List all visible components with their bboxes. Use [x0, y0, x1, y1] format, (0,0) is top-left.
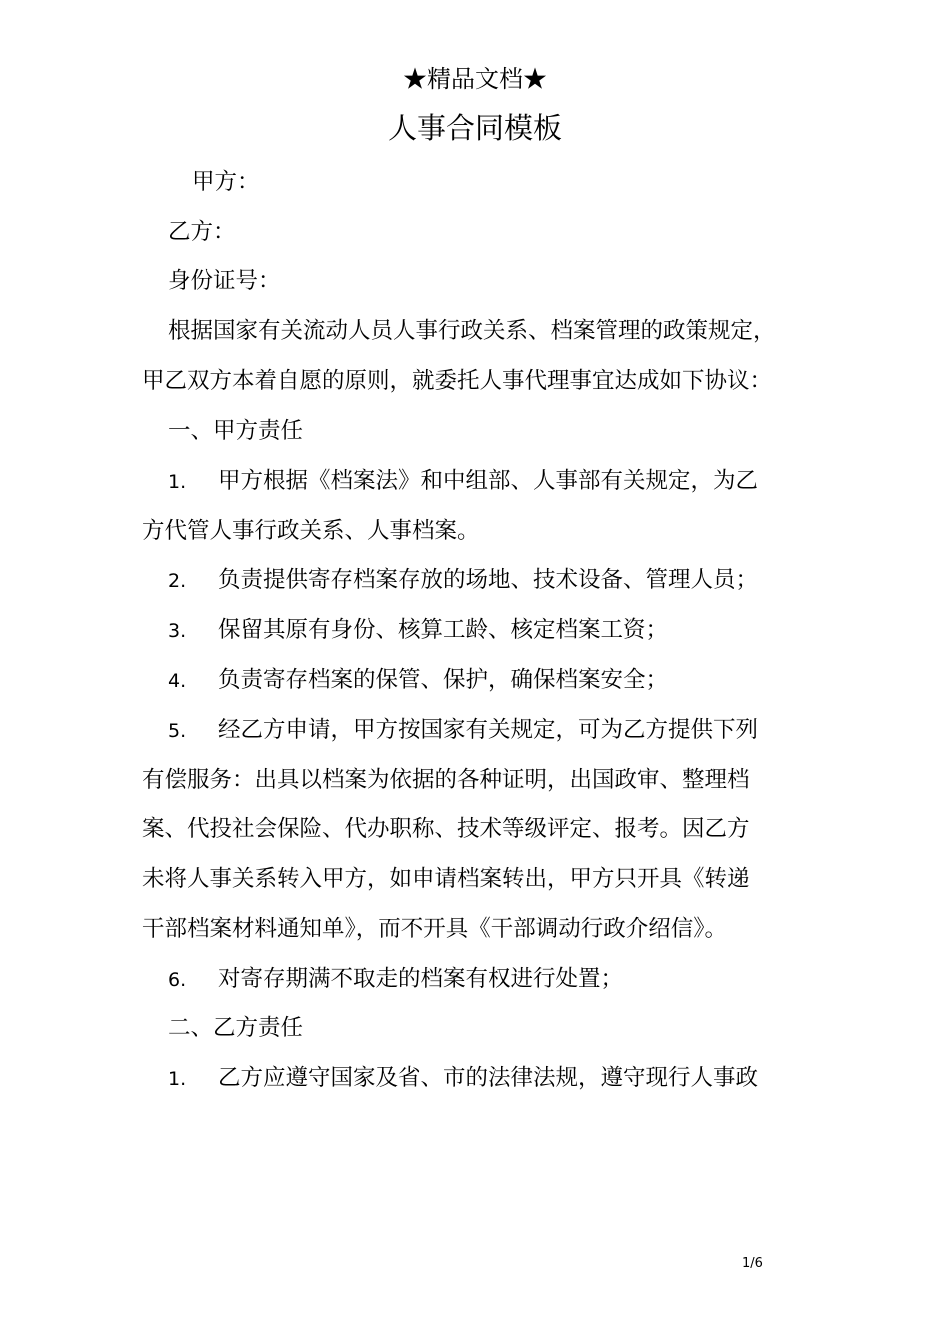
item-number: 5. — [168, 720, 187, 742]
intro-line-1: 根据国家有关流动人员人事行政关系、档案管理的政策规定， — [168, 318, 776, 344]
header-mark: ★精品文档★ — [403, 65, 547, 93]
item-number: 1. — [168, 471, 187, 493]
item-number: 6. — [168, 969, 187, 991]
item-text: 负责寄存档案的保管、保护，确保档案安全； — [218, 667, 669, 693]
item-number: 2. — [168, 570, 187, 592]
item-text: 经乙方申请，甲方按国家有关规定，可为乙方提供下列 — [218, 717, 759, 743]
intro-line-2: 甲乙双方本着自愿的原则，就委托人事代理事宜达成如下协议： — [142, 368, 773, 394]
section-1-heading: 一、甲方责任 — [168, 418, 304, 444]
item-continuation: 未将人事关系转入甲方，如申请档案转出，甲方只开具《转递 — [142, 866, 750, 892]
item-text: 乙方应遵守国家及省、市的法律法规，遵守现行人事政 — [218, 1065, 759, 1091]
id-number-label: 身份证号： — [168, 268, 281, 294]
party-b-label: 乙方： — [168, 219, 236, 245]
list-item — [168, 614, 668, 647]
list-item — [168, 963, 623, 996]
document-title: 人事合同模板 — [387, 111, 562, 145]
list-item — [168, 1062, 758, 1095]
item-number: 3. — [168, 620, 187, 642]
item-continuation: 干部档案材料通知单》，而不开具《干部调动行政介绍信》。 — [142, 916, 728, 942]
page-number: 1/6 — [742, 1256, 763, 1271]
item-text: 对寄存期满不取走的档案有权进行处置； — [218, 966, 624, 992]
item-text: 保留其原有身份、核算工龄、核定档案工资； — [218, 617, 669, 643]
item-number: 1. — [168, 1068, 187, 1090]
item-text: 负责提供寄存档案存放的场地、技术设备、管理人员； — [218, 567, 759, 593]
item-continuation: 案、代投社会保险、代办职称、技术等级评定、报考。因乙方 — [142, 816, 750, 842]
list-item — [168, 664, 668, 697]
item-continuation: 方代管人事行政关系、人事档案。 — [142, 518, 480, 544]
item-number: 4. — [168, 670, 187, 692]
item-text: 甲方根据《档案法》和中组部、人事部有关规定，为乙 — [218, 468, 759, 494]
item-continuation: 有偿服务：出具以档案为依据的各种证明，出国政审、整理档 — [142, 767, 750, 793]
list-item — [168, 714, 758, 747]
list-item — [168, 465, 758, 498]
party-a-label: 甲方： — [192, 169, 260, 195]
list-item — [168, 564, 758, 597]
section-2-heading: 二、乙方责任 — [168, 1015, 304, 1041]
